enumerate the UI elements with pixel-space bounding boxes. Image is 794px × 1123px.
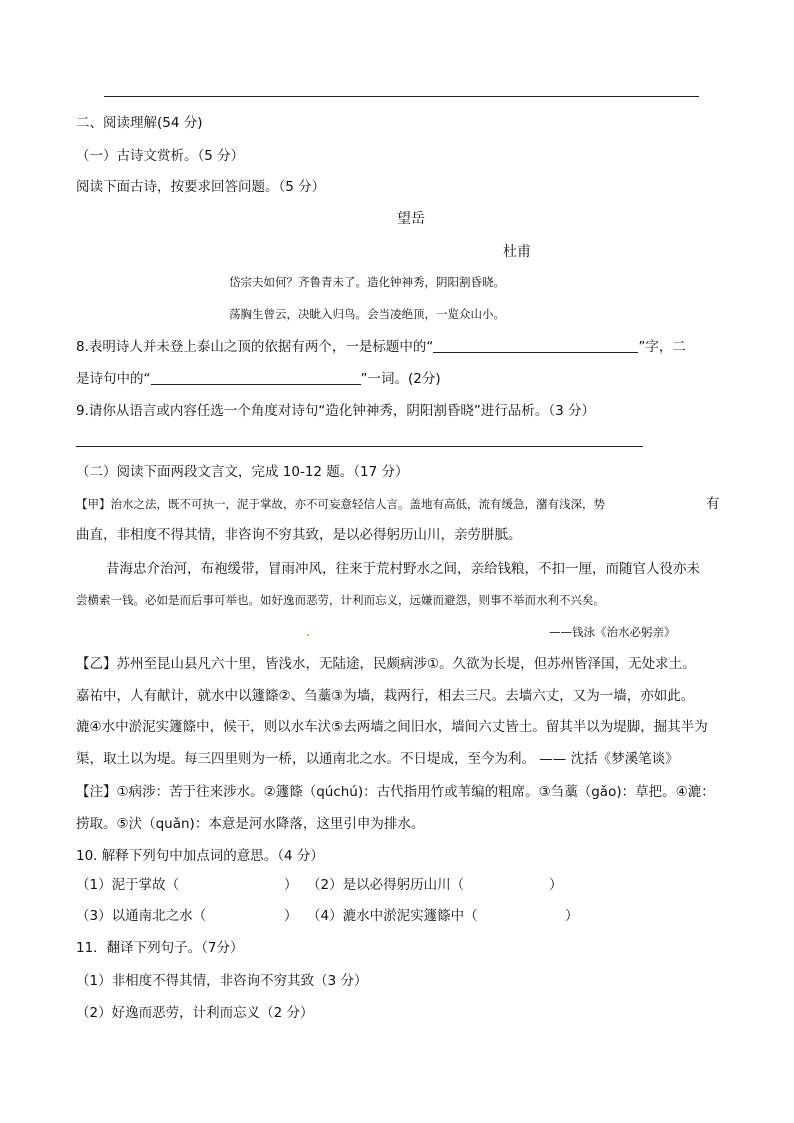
- question-11-item-1: （1）非相度不得其情，非咨询不穷其致（3 分）: [76, 973, 368, 989]
- question-11-heading: 11．翻译下列句子。（7分）: [76, 940, 244, 956]
- question-9: 9.请你从语言或内容任选一个角度对诗句“造化钟神秀，阴阳割昏晓”进行品析。（3 分）: [76, 403, 595, 419]
- poem-author: 杜甫: [503, 244, 531, 260]
- jia-line-1a: 【甲】治水之法，既不可执一，泥于掌故，亦不可妄意轻信人言。盖地有高低，流有缓急，潴有浅深，势: [76, 497, 605, 511]
- poem-line-1: 岱宗夫如何？齐鲁青未了。造化钟神秀，阴阳割昏晓。: [229, 275, 505, 289]
- question-10-item-3: （3）以通南北之水（: [76, 908, 207, 924]
- jia-line-2: 曲直，非相度不得其情，非咨询不穷其致，是以必得躬历山川，亲劳胼胝。: [76, 527, 522, 543]
- question-10-item-2: （2）是以必得躬历山川（: [307, 877, 465, 893]
- question-8-text-d: ”一词。(2分): [360, 371, 441, 387]
- yi-line-1: 【乙】苏州至昆山县凡六十里，皆浅水，无陆途，民颇病涉①。久欲为长堤，但苏州皆泽国，无处求土。: [76, 656, 696, 672]
- note-line-2: 捞取。⑤汱（quǎn)：本意是河水降落，这里引申为排水。: [76, 816, 425, 832]
- stray-dot: [307, 634, 309, 636]
- jia-line-4: 尝横索一钱。必如是而后事可举也。如好逸而恶劳，计利而忘义，远嫌而避怨，则事不举而水利不兴矣。: [76, 593, 605, 607]
- question-10-item-2-close: ）: [549, 877, 563, 893]
- question-10-heading: 10. 解释下列句中加点词的意思。（4 分）: [76, 848, 324, 864]
- yi-line-3: 漉④水中淤泥实籧篨中，候干，则以水车汱⑤去两墙之间旧水，墙间六丈皆土。留其半以为堤脚，掘其半为: [76, 719, 708, 735]
- jia-line-1b: 有: [706, 496, 720, 512]
- answer-blank-title-word[interactable]: [433, 338, 638, 353]
- question-11-item-2: （2）好逸而恶劳，计利而忘义（2 分）: [76, 1005, 314, 1021]
- question-10-item-1: （1）泥于掌故（: [76, 877, 180, 893]
- question-8-text-c: 是诗句中的“: [76, 371, 151, 387]
- yi-line-2: 嘉祐中，人有献计，就水中以籧篨②、刍藁③为墙，栽两行，相去三尺。去墙六丈，又为一墙，亦如此。: [76, 688, 695, 704]
- question-10-item-1-close: ）: [284, 877, 298, 893]
- question-8-line-2: [76, 370, 441, 388]
- part1-heading: （一）古诗文赏析。（5 分）: [76, 148, 245, 164]
- question-10-item-4: （4）漉水中淤泥实籧篨中（: [307, 908, 478, 924]
- question-8-text-a: 8.表明诗人并未登上泰山之顶的依据有两个，一是标题中的“: [76, 339, 434, 355]
- top-answer-line: [104, 96, 699, 97]
- question-10-item-3-close: ）: [284, 908, 298, 924]
- question-8-line-1: [76, 338, 686, 356]
- poem-title: 望岳: [397, 211, 425, 227]
- part2-heading: （二）阅读下面两段文言文，完成 10-12 题。（17 分）: [76, 464, 409, 480]
- jia-source: ——钱泳《治水必躬亲》: [549, 625, 676, 639]
- jia-line-3: 昔海忠介治河，布袍缓带，冒雨冲风，往来于荒村野水之间，亲给钱粮，不扣一厘，而随官人役亦未: [106, 561, 700, 577]
- poem-instruction: 阅读下面古诗，按要求回答问题。（5 分）: [76, 179, 326, 195]
- question-10-item-4-close: ）: [565, 908, 579, 924]
- poem-line-2: 荡胸生曾云，决眦入归鸟。会当凌绝顶，一览众山小。: [229, 307, 505, 321]
- answer-blank-poem-word[interactable]: [151, 370, 361, 385]
- section-heading: 二、阅读理解(54 分): [76, 115, 203, 131]
- question-9-answer-line[interactable]: [76, 446, 643, 447]
- yi-line-4: 渠，取土以为堤。每三四里则为一桥，以通南北之水。不日堤成，至今为利。 —— 沈括《梦溪笔谈》: [76, 751, 679, 767]
- question-8-text-b: ”字，二: [638, 339, 686, 355]
- note-line-1: 【注】①病涉：苦于往来涉水。②籧篨（qúchú)：古代指用竹或苇编的粗席。③刍藁（gǎo)：草把。④漉：: [76, 784, 715, 800]
